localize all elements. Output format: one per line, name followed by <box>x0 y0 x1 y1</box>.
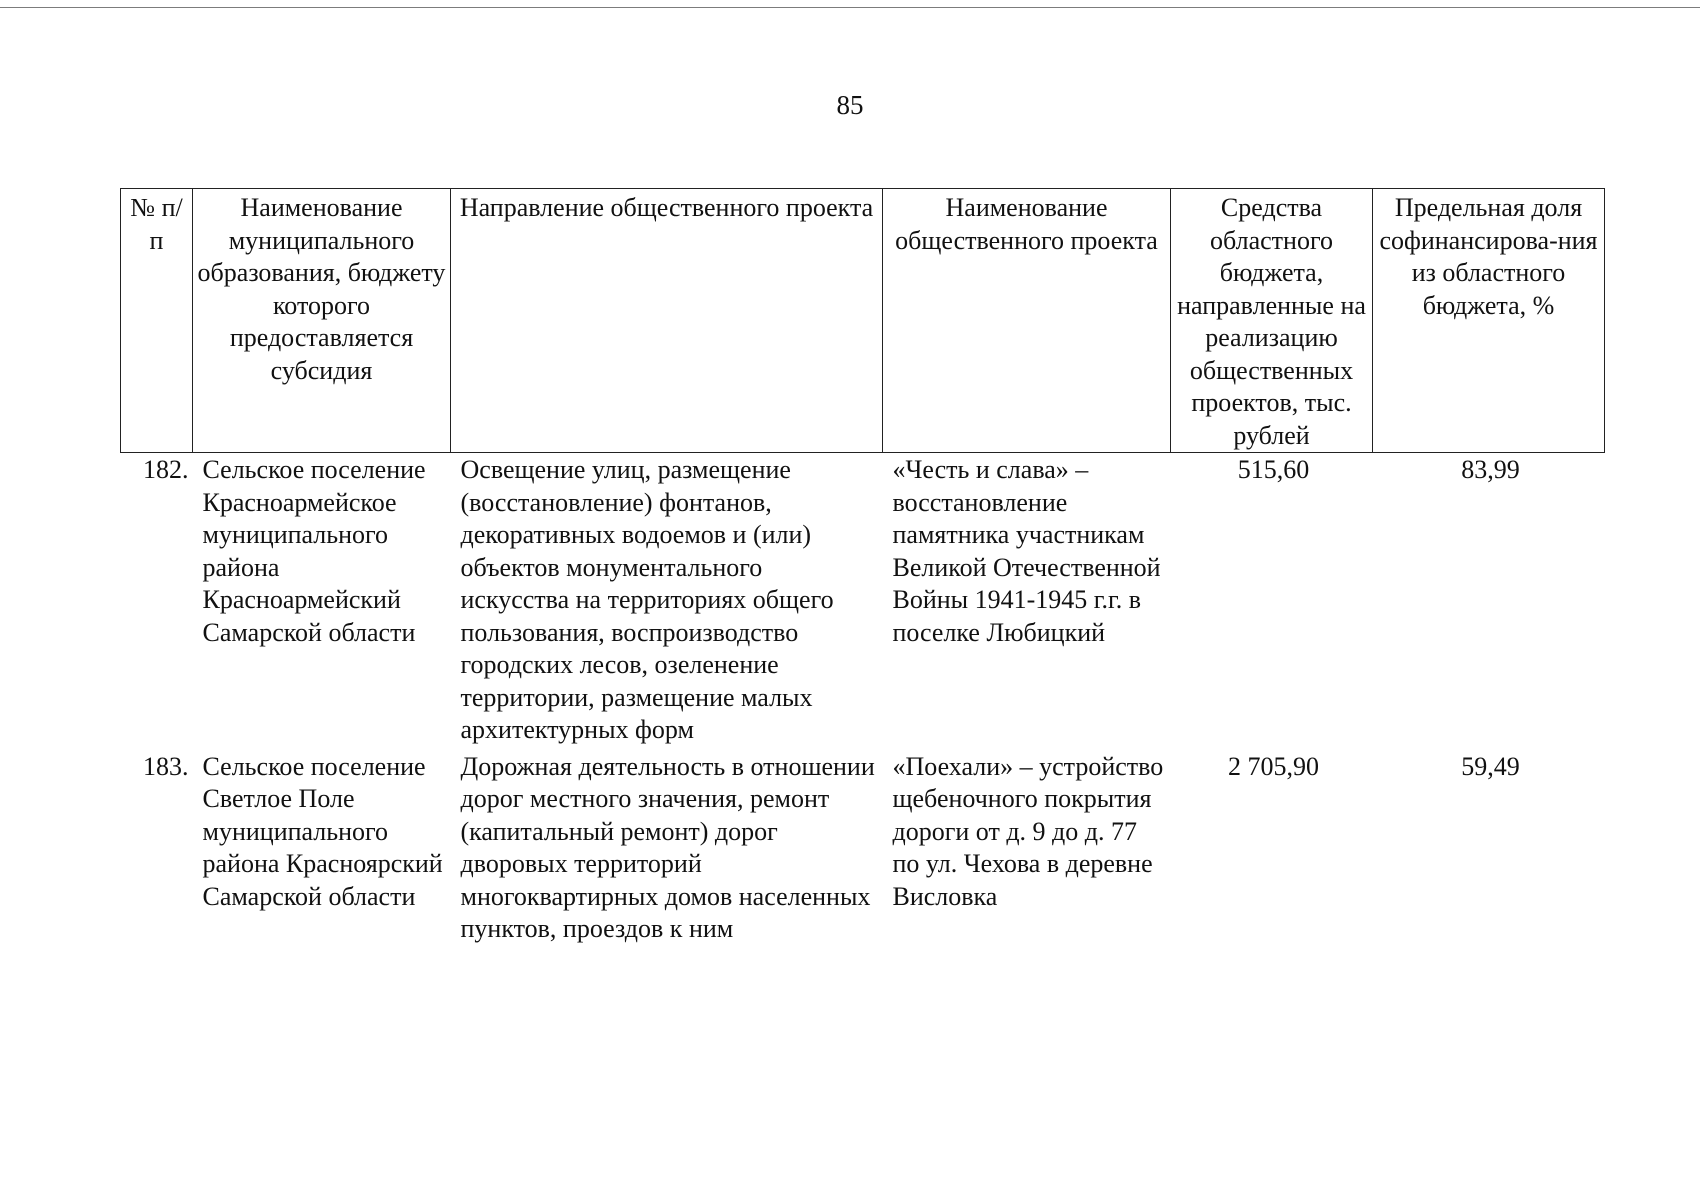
share-cell: 83,99 <box>1461 455 1520 484</box>
header-row <box>121 189 1605 453</box>
header-direction: Направление общественного проекта <box>451 189 883 453</box>
subsidy-table <box>120 188 1605 946</box>
direction-cell: Дорожная деятельность в отношении дорог местного значения, ремонт (капитальный ремонт) дорог дворовых территорий многоквартирных домов населенных пунктов, проездов к ним <box>460 751 875 943</box>
direction-cell: Освещение улиц, размещение (восстановление) фонтанов, декоративных водоемов и (или) объектов монументального искусства на территориях общего пользования, воспроизводство городских лесов, озеленение территории, размещение малых архитектурных форм <box>460 455 834 744</box>
municipality-cell: Сельское поселение Светлое Поле муниципального района Красноярский Самарской области <box>202 751 443 911</box>
page-number: 85 <box>836 90 864 120</box>
table-header <box>121 189 1605 453</box>
table-row <box>121 453 1605 747</box>
municipality-cell: Сельское поселение Красноармейское муниципального района Красноармейский Самарской области <box>202 455 426 647</box>
table-row <box>121 747 1605 946</box>
header-share: Предельная доля софинансирова-ния из областного бюджета, % <box>1373 189 1605 453</box>
funds-cell: 515,60 <box>1237 455 1310 484</box>
project-cell: «Поехали» – устройство щебеночного покрытия дороги от д. 9 до д. 77 по ул. Чехова в деревне Висловка <box>892 751 1164 911</box>
table-body <box>121 453 1605 946</box>
share-cell: 59,49 <box>1461 751 1520 781</box>
header-project: Наименование общественного проекта <box>883 189 1171 453</box>
row-number: 183. <box>143 751 189 781</box>
row-number: 182. <box>143 455 189 484</box>
header-funds: Средства областного бюджета, направленные на реализацию общественных проектов, тыс. рублей <box>1171 189 1373 453</box>
header-num: № п/п <box>121 189 193 453</box>
funds-cell: 2 705,90 <box>1228 751 1319 781</box>
project-cell: «Честь и слава» – восстановление памятника участникам Великой Отечественной Войны 1941-1945 г.г. в поселке Любицкий <box>892 455 1161 647</box>
scan-top-border <box>0 7 1700 8</box>
header-municipality: Наименование муниципального образования, бюджету которого предоставляется субсидия <box>193 189 451 453</box>
